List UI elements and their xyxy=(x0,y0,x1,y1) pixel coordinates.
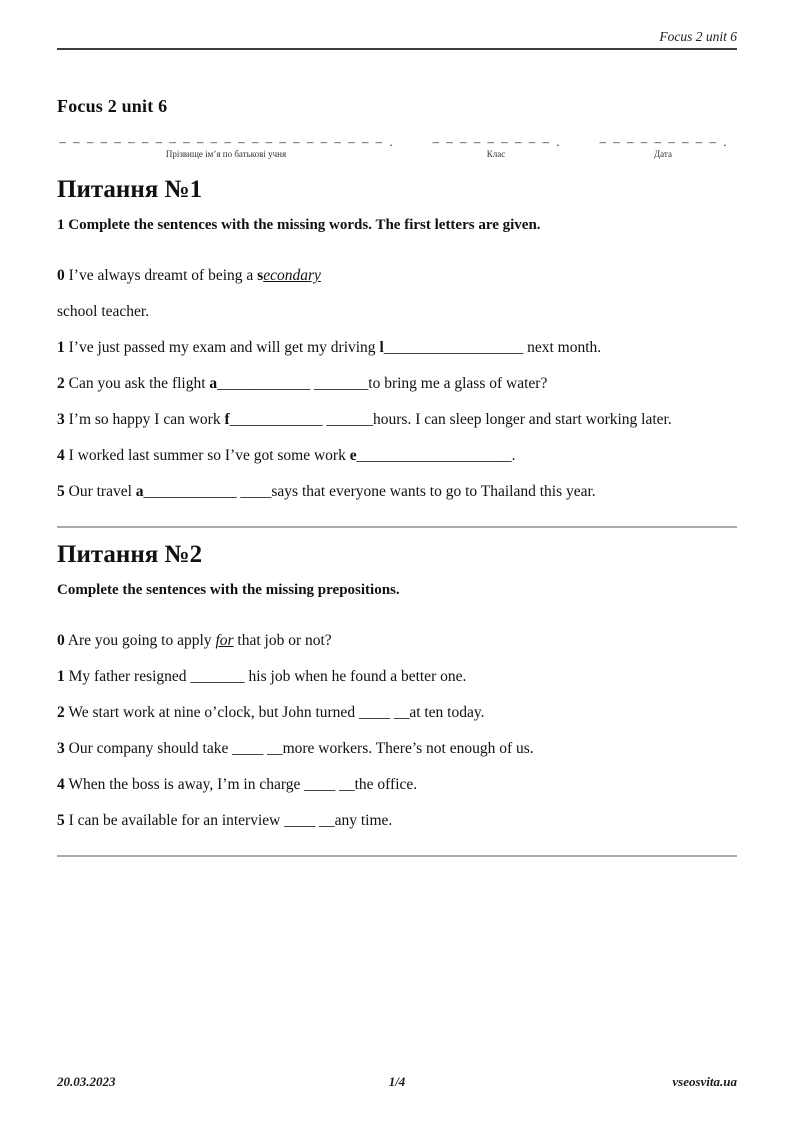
bold-text: 4 xyxy=(57,776,65,793)
question-1-sentences xyxy=(57,258,737,510)
bold-text: 1 xyxy=(57,668,65,685)
bold-text: 5 xyxy=(57,483,65,500)
exercise-sentence xyxy=(57,402,737,438)
date-field-label: Дата xyxy=(654,149,672,159)
sentence-text: school teacher. xyxy=(57,303,150,320)
sentence-text: When the boss is away, I’m in charge ____ __the office. xyxy=(64,776,418,793)
bold-text: 2 xyxy=(57,375,65,392)
question-1-instruction: 1 Complete the sentences with the missing words. The first letters are given. xyxy=(57,217,541,233)
question-2-heading: Питання №2 xyxy=(57,541,203,568)
header-divider xyxy=(57,48,737,50)
exercise-sentence xyxy=(57,803,737,839)
sentence-text: Our travel xyxy=(64,483,136,500)
sentence-text: Can you ask the flight xyxy=(64,375,210,392)
sentence-text: My father resigned _______ his job when he found a better one. xyxy=(64,668,467,685)
bold-text: 4 xyxy=(57,447,65,464)
sentence-text: ____________ ____says that everyone wants to go to Thailand this year. xyxy=(143,483,596,500)
sentence-text: ____________ _______to bring me a glass of water? xyxy=(217,375,548,392)
answer-text: for xyxy=(215,632,234,649)
footer-date: 20.03.2023 xyxy=(57,1074,116,1089)
bold-text: a xyxy=(135,483,144,500)
section-divider xyxy=(57,855,737,857)
sentence-text: I’m so happy I can work xyxy=(64,411,225,428)
name-field-label: Прізвище ім’я по батькові учня xyxy=(165,149,287,159)
sentence-text: I can be available for an interview ____ __any time. xyxy=(64,812,393,829)
exercise-sentence xyxy=(57,767,737,803)
answer-text: econdary xyxy=(263,267,321,284)
student-info-fields xyxy=(57,136,737,160)
sentence-text: I’ve always dreamt of being a xyxy=(64,267,258,284)
name-dash-line: – – – – – – – – – – – – – – – – – – – – – – – – . xyxy=(59,136,393,148)
exercise-sentence xyxy=(57,659,737,695)
date-field xyxy=(593,136,733,160)
exercise-sentence xyxy=(57,330,737,366)
date-dash-line: – – – – – – – – – . xyxy=(599,136,727,148)
running-header xyxy=(57,0,737,45)
exercise-sentence xyxy=(57,731,737,767)
section-divider xyxy=(57,526,737,528)
running-header-title: Focus 2 unit 6 xyxy=(659,29,737,44)
question-2-sentences xyxy=(57,623,737,839)
bold-text: 0 xyxy=(57,632,65,649)
question-section-1 xyxy=(57,175,737,528)
exercise-sentence xyxy=(57,366,737,402)
exercise-sentence xyxy=(57,438,737,474)
question-section-2 xyxy=(57,540,737,857)
exercise-sentence xyxy=(57,258,737,294)
class-field-label: Клас xyxy=(486,149,506,159)
sentence-text: I worked last summer so I’ve got some work xyxy=(64,447,350,464)
bold-text: 0 xyxy=(57,267,65,284)
exercise-sentence xyxy=(57,294,737,330)
class-dash-line: – – – – – – – – – . xyxy=(432,136,560,148)
bold-text: 2 xyxy=(57,704,65,721)
bold-text: 3 xyxy=(57,411,65,428)
footer-site-name: vseosvita.ua xyxy=(672,1074,738,1089)
sentence-text: I’ve just passed my exam and will get my driving xyxy=(64,339,380,356)
exercise-sentence xyxy=(57,623,737,659)
sentence-text: Our company should take ____ __more workers. There’s not enough of us. xyxy=(64,740,534,757)
page-footer xyxy=(57,1074,737,1090)
exercise-sentence xyxy=(57,474,737,510)
sentence-text: We start work at nine o’clock, but John turned ____ __at ten today. xyxy=(64,704,485,721)
bold-text: a xyxy=(209,375,218,392)
bold-text: 3 xyxy=(57,740,65,757)
bold-text: 5 xyxy=(57,812,65,829)
name-field xyxy=(57,136,395,160)
page-title: Focus 2 unit 6 xyxy=(57,96,168,116)
bold-text: s xyxy=(257,267,264,284)
bold-text: f xyxy=(224,411,230,428)
footer-page-number: 1/4 xyxy=(388,1074,406,1089)
question-2-instruction: Complete the sentences with the missing prepositions. xyxy=(57,582,400,598)
bold-text: l xyxy=(379,339,384,356)
sentence-text: ____________ ______hours. I can sleep longer and start working later. xyxy=(229,411,672,428)
sentence-text: ____________________. xyxy=(356,447,516,464)
sentence-text: that job or not? xyxy=(233,632,332,649)
bold-text: e xyxy=(349,447,357,464)
bold-text: 1 xyxy=(57,339,65,356)
class-field xyxy=(432,136,560,160)
sentence-text: __________________ next month. xyxy=(383,339,602,356)
question-1-heading: Питання №1 xyxy=(57,176,203,203)
sentence-text: Are you going to apply xyxy=(64,632,216,649)
exercise-sentence xyxy=(57,695,737,731)
